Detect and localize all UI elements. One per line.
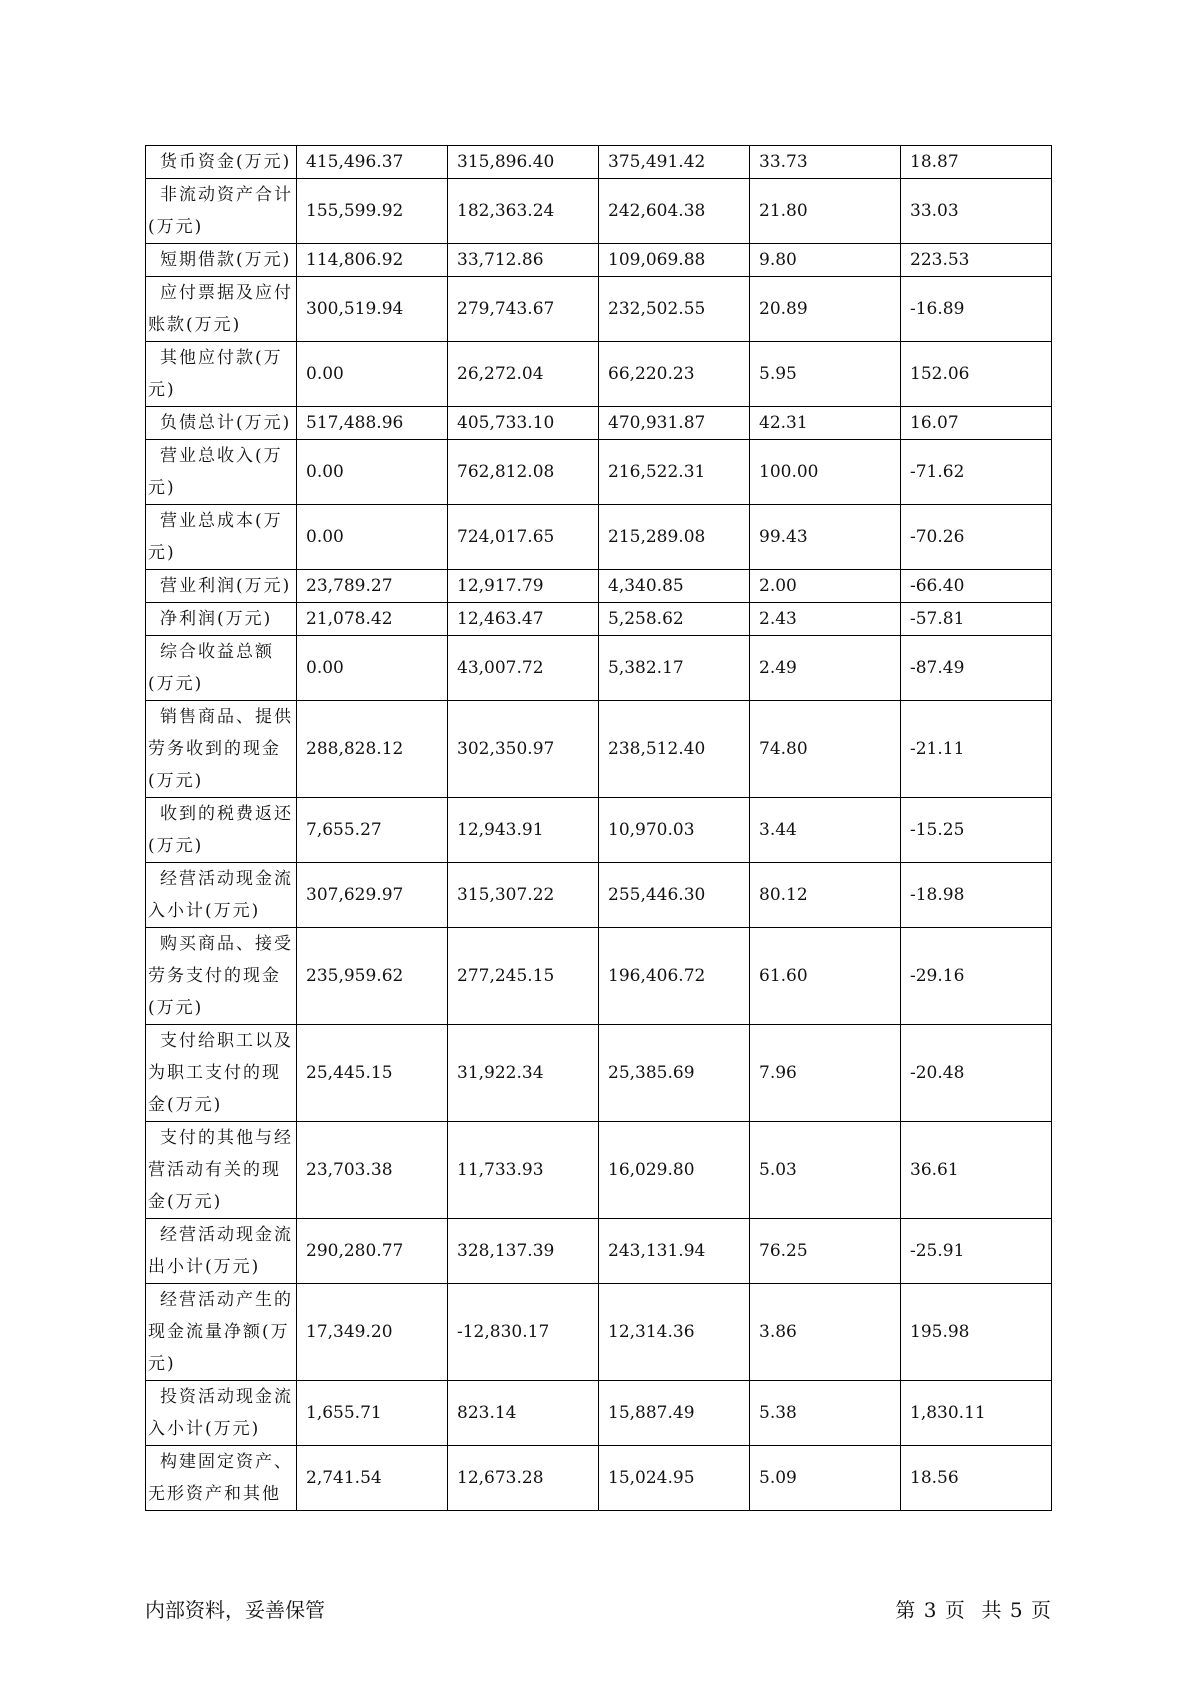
value-cell-col4: 76.25 — [750, 1219, 901, 1284]
value-cell-col3: 5,382.17 — [599, 636, 750, 701]
row-label: 净利润(万元) — [146, 603, 297, 636]
value-cell-col5: 152.06 — [901, 342, 1052, 407]
value-cell-col5: 18.56 — [901, 1446, 1052, 1511]
value-cell-col2: 182,363.24 — [448, 179, 599, 244]
value-cell-col5: 16.07 — [901, 407, 1052, 440]
table-row — [146, 244, 1052, 277]
value-cell-col5: 18.87 — [901, 146, 1052, 179]
value-cell-col3: 216,522.31 — [599, 440, 750, 505]
value-cell-col4: 2.00 — [750, 570, 901, 603]
value-cell-col4: 5.09 — [750, 1446, 901, 1511]
value-cell-col1: 0.00 — [297, 636, 448, 701]
table-row — [146, 407, 1052, 440]
value-cell-col1: 23,703.38 — [297, 1122, 448, 1219]
value-cell-col2: 12,463.47 — [448, 603, 599, 636]
table-row — [146, 798, 1052, 863]
value-cell-col2: -12,830.17 — [448, 1284, 599, 1381]
value-cell-col3: 5,258.62 — [599, 603, 750, 636]
value-cell-col2: 405,733.10 — [448, 407, 599, 440]
value-cell-col2: 762,812.08 — [448, 440, 599, 505]
value-cell-col1: 235,959.62 — [297, 928, 448, 1025]
table-row — [146, 1219, 1052, 1284]
value-cell-col4: 74.80 — [750, 701, 901, 798]
row-label: 支付给职工以及为职工支付的现金(万元) — [146, 1025, 297, 1122]
value-cell-col1: 23,789.27 — [297, 570, 448, 603]
row-label: 短期借款(万元) — [146, 244, 297, 277]
value-cell-col1: 21,078.42 — [297, 603, 448, 636]
value-cell-col5: -18.98 — [901, 863, 1052, 928]
value-cell-col5: 1,830.11 — [901, 1381, 1052, 1446]
value-cell-col1: 114,806.92 — [297, 244, 448, 277]
value-cell-col2: 724,017.65 — [448, 505, 599, 570]
value-cell-col4: 20.89 — [750, 277, 901, 342]
value-cell-col4: 2.49 — [750, 636, 901, 701]
value-cell-col2: 43,007.72 — [448, 636, 599, 701]
value-cell-col3: 470,931.87 — [599, 407, 750, 440]
row-label: 构建固定资产、无形资产和其他 — [146, 1446, 297, 1511]
value-cell-col4: 3.86 — [750, 1284, 901, 1381]
table-row — [146, 636, 1052, 701]
row-label: 购买商品、接受劳务支付的现金(万元) — [146, 928, 297, 1025]
value-cell-col3: 25,385.69 — [599, 1025, 750, 1122]
row-label: 营业总成本(万元) — [146, 505, 297, 570]
row-label: 综合收益总额(万元) — [146, 636, 297, 701]
table-row — [146, 570, 1052, 603]
value-cell-col5: 36.61 — [901, 1122, 1052, 1219]
value-cell-col4: 21.80 — [750, 179, 901, 244]
value-cell-col5: -15.25 — [901, 798, 1052, 863]
value-cell-col1: 2,741.54 — [297, 1446, 448, 1511]
value-cell-col2: 279,743.67 — [448, 277, 599, 342]
table-row — [146, 440, 1052, 505]
value-cell-col5: -21.11 — [901, 701, 1052, 798]
value-cell-col2: 302,350.97 — [448, 701, 599, 798]
row-label: 其他应付款(万元) — [146, 342, 297, 407]
footer-page-number: 第 3 页 — [895, 1598, 965, 1622]
value-cell-col3: 243,131.94 — [599, 1219, 750, 1284]
row-label: 经营活动产生的现金流量净额(万元) — [146, 1284, 297, 1381]
value-cell-col4: 3.44 — [750, 798, 901, 863]
table-row — [146, 342, 1052, 407]
value-cell-col4: 33.73 — [750, 146, 901, 179]
value-cell-col3: 4,340.85 — [599, 570, 750, 603]
row-label: 支付的其他与经营活动有关的现金(万元) — [146, 1122, 297, 1219]
table-row — [146, 1122, 1052, 1219]
value-cell-col1: 0.00 — [297, 505, 448, 570]
value-cell-col2: 328,137.39 — [448, 1219, 599, 1284]
table-row — [146, 701, 1052, 798]
table-row — [146, 1381, 1052, 1446]
value-cell-col3: 238,512.40 — [599, 701, 750, 798]
value-cell-col2: 31,922.34 — [448, 1025, 599, 1122]
value-cell-col2: 12,943.91 — [448, 798, 599, 863]
table-row — [146, 1446, 1052, 1511]
value-cell-col5: -87.49 — [901, 636, 1052, 701]
value-cell-col5: 195.98 — [901, 1284, 1052, 1381]
value-cell-col2: 12,673.28 — [448, 1446, 599, 1511]
value-cell-col1: 1,655.71 — [297, 1381, 448, 1446]
table-row — [146, 1025, 1052, 1122]
financial-table — [145, 145, 1052, 1511]
value-cell-col5: -20.48 — [901, 1025, 1052, 1122]
row-label: 营业利润(万元) — [146, 570, 297, 603]
value-cell-col2: 315,307.22 — [448, 863, 599, 928]
value-cell-col3: 375,491.42 — [599, 146, 750, 179]
table-row — [146, 179, 1052, 244]
value-cell-col4: 61.60 — [750, 928, 901, 1025]
value-cell-col1: 288,828.12 — [297, 701, 448, 798]
table-row — [146, 505, 1052, 570]
value-cell-col2: 12,917.79 — [448, 570, 599, 603]
value-cell-col3: 196,406.72 — [599, 928, 750, 1025]
value-cell-col4: 42.31 — [750, 407, 901, 440]
footer-confidential-note: 内部资料，妥善保管 — [145, 1598, 325, 1622]
value-cell-col2: 11,733.93 — [448, 1122, 599, 1219]
value-cell-col4: 5.03 — [750, 1122, 901, 1219]
footer-page-total: 共 5 页 — [981, 1598, 1051, 1622]
value-cell-col2: 315,896.40 — [448, 146, 599, 179]
table-row — [146, 603, 1052, 636]
row-label: 应付票据及应付账款(万元) — [146, 277, 297, 342]
value-cell-col5: 33.03 — [901, 179, 1052, 244]
table-row — [146, 146, 1052, 179]
value-cell-col1: 7,655.27 — [297, 798, 448, 863]
value-cell-col2: 33,712.86 — [448, 244, 599, 277]
row-label: 销售商品、提供劳务收到的现金(万元) — [146, 701, 297, 798]
value-cell-col1: 517,488.96 — [297, 407, 448, 440]
value-cell-col3: 15,024.95 — [599, 1446, 750, 1511]
value-cell-col4: 80.12 — [750, 863, 901, 928]
value-cell-col1: 0.00 — [297, 440, 448, 505]
value-cell-col4: 5.95 — [750, 342, 901, 407]
financial-table-body — [146, 146, 1052, 1511]
row-label: 营业总收入(万元) — [146, 440, 297, 505]
row-label: 负债总计(万元) — [146, 407, 297, 440]
row-label: 收到的税费返还(万元) — [146, 798, 297, 863]
row-label: 经营活动现金流入小计(万元) — [146, 863, 297, 928]
value-cell-col3: 255,446.30 — [599, 863, 750, 928]
value-cell-col1: 155,599.92 — [297, 179, 448, 244]
value-cell-col1: 17,349.20 — [297, 1284, 448, 1381]
value-cell-col1: 300,519.94 — [297, 277, 448, 342]
footer-page-indicator — [895, 1594, 1051, 1623]
value-cell-col5: -25.91 — [901, 1219, 1052, 1284]
table-row — [146, 928, 1052, 1025]
value-cell-col2: 26,272.04 — [448, 342, 599, 407]
value-cell-col4: 7.96 — [750, 1025, 901, 1122]
row-label: 货币资金(万元) — [146, 146, 297, 179]
value-cell-col3: 15,887.49 — [599, 1381, 750, 1446]
value-cell-col2: 277,245.15 — [448, 928, 599, 1025]
value-cell-col4: 5.38 — [750, 1381, 901, 1446]
value-cell-col5: -57.81 — [901, 603, 1052, 636]
value-cell-col4: 100.00 — [750, 440, 901, 505]
row-label: 经营活动现金流出小计(万元) — [146, 1219, 297, 1284]
value-cell-col1: 307,629.97 — [297, 863, 448, 928]
value-cell-col3: 12,314.36 — [599, 1284, 750, 1381]
value-cell-col1: 0.00 — [297, 342, 448, 407]
value-cell-col5: -29.16 — [901, 928, 1052, 1025]
value-cell-col3: 66,220.23 — [599, 342, 750, 407]
value-cell-col1: 290,280.77 — [297, 1219, 448, 1284]
value-cell-col3: 16,029.80 — [599, 1122, 750, 1219]
value-cell-col3: 109,069.88 — [599, 244, 750, 277]
value-cell-col5: -71.62 — [901, 440, 1052, 505]
value-cell-col1: 25,445.15 — [297, 1025, 448, 1122]
value-cell-col5: -70.26 — [901, 505, 1052, 570]
row-label: 非流动资产合计(万元) — [146, 179, 297, 244]
value-cell-col5: 223.53 — [901, 244, 1052, 277]
value-cell-col5: -16.89 — [901, 277, 1052, 342]
value-cell-col3: 242,604.38 — [599, 179, 750, 244]
value-cell-col5: -66.40 — [901, 570, 1052, 603]
value-cell-col3: 232,502.55 — [599, 277, 750, 342]
value-cell-col3: 10,970.03 — [599, 798, 750, 863]
value-cell-col4: 2.43 — [750, 603, 901, 636]
value-cell-col4: 99.43 — [750, 505, 901, 570]
table-row — [146, 863, 1052, 928]
table-row — [146, 1284, 1052, 1381]
value-cell-col1: 415,496.37 — [297, 146, 448, 179]
row-label: 投资活动现金流入小计(万元) — [146, 1381, 297, 1446]
value-cell-col3: 215,289.08 — [599, 505, 750, 570]
value-cell-col2: 823.14 — [448, 1381, 599, 1446]
value-cell-col4: 9.80 — [750, 244, 901, 277]
table-row — [146, 277, 1052, 342]
